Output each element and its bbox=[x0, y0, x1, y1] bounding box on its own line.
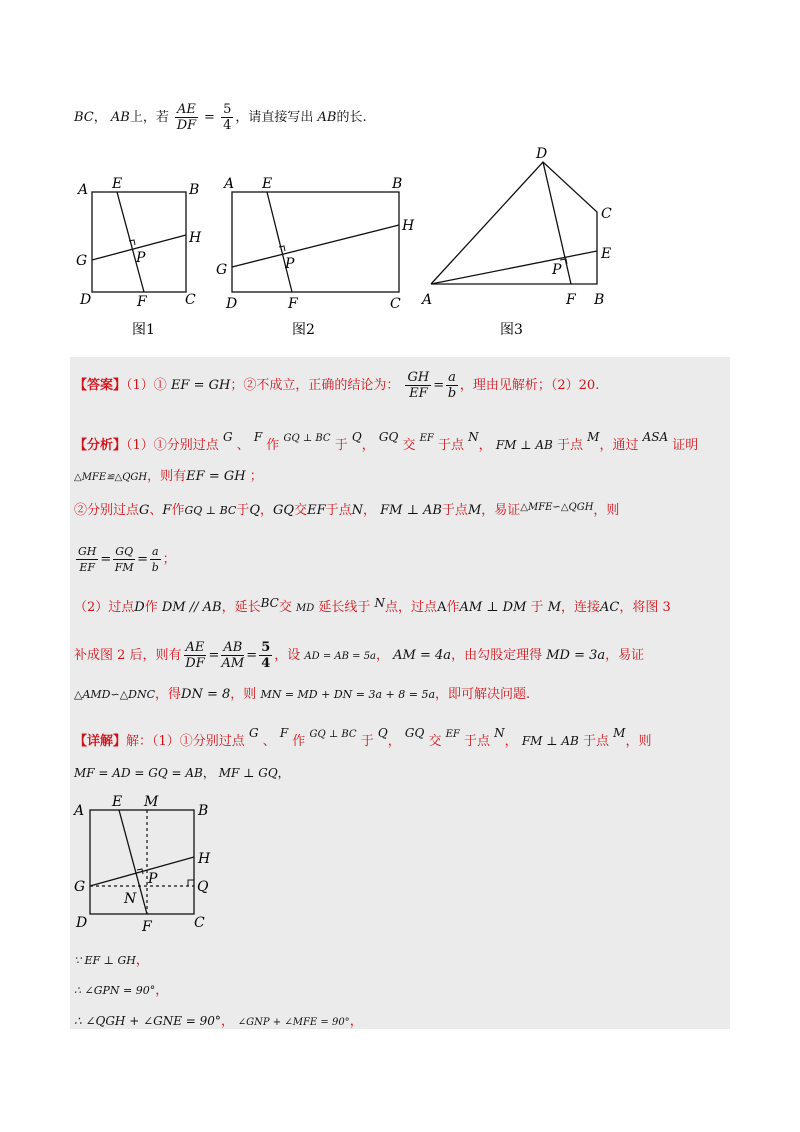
detail-line-2: MF = AD = GQ = AB， MF ⊥ GQ， bbox=[74, 766, 290, 780]
ask-pre: ，请直接写出 bbox=[235, 110, 314, 125]
fig3-label-c: C bbox=[601, 206, 612, 222]
step-2: ∴ ∠GPN = 90°， bbox=[74, 983, 169, 998]
answer-frac-a-b: $\frac{a}{b}$ bbox=[447, 370, 457, 401]
fig1-label-e: E bbox=[112, 176, 123, 192]
fig3-label-f: F bbox=[566, 292, 576, 308]
fig1-caption: 图1 bbox=[132, 322, 155, 338]
analysis-line-3: ②分别过点G、F作GQ ⊥ BC于Q，GQ交EF于点N， FM ⊥ AB于点M，易证$^{\triangle MFE∽\triangle QGH}$，则 bbox=[74, 502, 620, 518]
detail-line-1: 【详解】解：（1）①分别过点 G 、 F 作 $^{GQ \perp BC}$ 于 Q， GQ 交 $^{EF}$ 于点 N， FM ⊥ AB 于点 M，则 bbox=[74, 726, 652, 749]
analysis-tag: 【分析】 bbox=[74, 438, 127, 453]
fig4-label-h: H bbox=[198, 851, 211, 867]
fig2-label-h: H bbox=[402, 218, 415, 234]
fig2-label-b: B bbox=[392, 176, 403, 192]
equals: = bbox=[204, 110, 215, 125]
analysis-line-7: △AMD∽△DNC，得DN = 8，则 MN = MD + DN = 3a + 8 = 5a，即可解决问题. bbox=[74, 687, 531, 702]
step-1: ∵ EF ⊥ GH， bbox=[74, 953, 149, 968]
fig4-label-d: D bbox=[76, 915, 88, 931]
fig2-caption: 图2 bbox=[292, 322, 315, 338]
fig3-label-e: E bbox=[601, 246, 612, 262]
fig2-label-f: F bbox=[288, 296, 298, 312]
fig1-label-a: A bbox=[78, 182, 89, 198]
question-line bbox=[74, 98, 367, 138]
fig4-label-c: C bbox=[194, 915, 205, 931]
analysis-line-1: 【分析】（1）①分别过点 G 、 F 作 $^{GQ \perp BC}$ 于 Q， GQ 交 $^{EF}$ 于点 N， FM ⊥ AB 于点 M，通过 ASA 证明 bbox=[74, 430, 699, 453]
fig2-label-d: D bbox=[226, 296, 238, 312]
fig2-label-p: P bbox=[285, 256, 295, 272]
fig4-label-m: M bbox=[144, 794, 159, 810]
fig4-label-e: E bbox=[112, 794, 123, 810]
fig2-label-e: E bbox=[262, 176, 273, 192]
fig3-label-p: P bbox=[552, 262, 562, 278]
answer-eq: EF = GH bbox=[170, 378, 231, 393]
figure-3 bbox=[420, 146, 612, 338]
analysis-line-2: △MFE≌△QGH，则有EF = GH ； bbox=[74, 469, 263, 484]
fig1-label-c: C bbox=[185, 292, 196, 308]
detail-tag: 【详解】 bbox=[74, 734, 127, 749]
fig2-label-a: A bbox=[224, 176, 235, 192]
fig4-label-b: B bbox=[198, 803, 209, 819]
answer-line: 【答案】（1）① EF = GH；②不成立，正确的结论为： $\frac{GH}{EF}$ = $\frac{a}{b}$ ，理由见解析；（2）20. bbox=[74, 370, 600, 401]
answer-tag: 【答案】 bbox=[74, 378, 127, 393]
figures-1-3 bbox=[64, 142, 624, 342]
on-text: 上，若 bbox=[129, 110, 169, 125]
fig1-label-f: F bbox=[137, 294, 147, 310]
figure-1 bbox=[76, 176, 202, 338]
fig4-label-g: G bbox=[74, 879, 86, 895]
fig4-label-a: A bbox=[74, 803, 85, 819]
figure-4 bbox=[72, 793, 232, 943]
fig4-label-q: Q bbox=[197, 879, 209, 895]
fig3-caption: 图3 bbox=[500, 322, 523, 338]
segment-ab: AB bbox=[110, 110, 130, 125]
analysis-line-5: （2）过点D作 DM // AB，延长BC交 MD 延长线于 N点，过点A作AM ⊥ DM 于 M，连接AC，将图 3 bbox=[74, 596, 671, 615]
fig1-label-h: H bbox=[189, 230, 202, 246]
ask-post: 的长. bbox=[336, 110, 367, 125]
fig3-label-a: A bbox=[422, 292, 433, 308]
fig1-label-g: G bbox=[76, 253, 88, 269]
figure-2 bbox=[216, 176, 415, 338]
fig4-label-f: F bbox=[142, 919, 152, 935]
answer-frac-gh-ef: $\frac{GH}{EF}$ bbox=[407, 370, 430, 401]
analysis-line-6: 补成图 2 后，则有 $\frac{AE}{DF}$ = $\frac{AB}{AM}$ = $\frac{5}{4}$ ，设 AD = AB = 5a， AM = 4a，由勾股定理得 MD = 3a，易证 bbox=[74, 640, 645, 671]
fig2-label-c: C bbox=[390, 296, 401, 312]
fig3-label-d: D bbox=[536, 146, 548, 162]
fraction-5-4: $\frac{5}{4}$ bbox=[223, 102, 232, 133]
analysis-line-4: $\frac{GH}{EF}$ = $\frac{GQ}{FM}$ = $\frac{a}{b}$ ； bbox=[78, 545, 176, 574]
fraction-ae-df: $\frac{AE}{DF}$ bbox=[176, 102, 197, 133]
ask-segment: AB bbox=[317, 110, 337, 125]
fig4-label-n: N bbox=[124, 891, 137, 907]
fig2-label-g: G bbox=[216, 262, 228, 278]
fig1-label-p: P bbox=[136, 250, 146, 266]
fig3-label-b: B bbox=[594, 292, 605, 308]
comma: ， bbox=[93, 110, 107, 125]
fig1-label-b: B bbox=[189, 182, 200, 198]
fig4-label-p: P bbox=[148, 871, 158, 887]
segment-bc: BC bbox=[74, 110, 94, 125]
fig1-label-d: D bbox=[80, 292, 92, 308]
step-3: ∴ ∠QGH + ∠GNE = 90°， ∠GNP + ∠MFE = 90°， bbox=[74, 1014, 363, 1029]
